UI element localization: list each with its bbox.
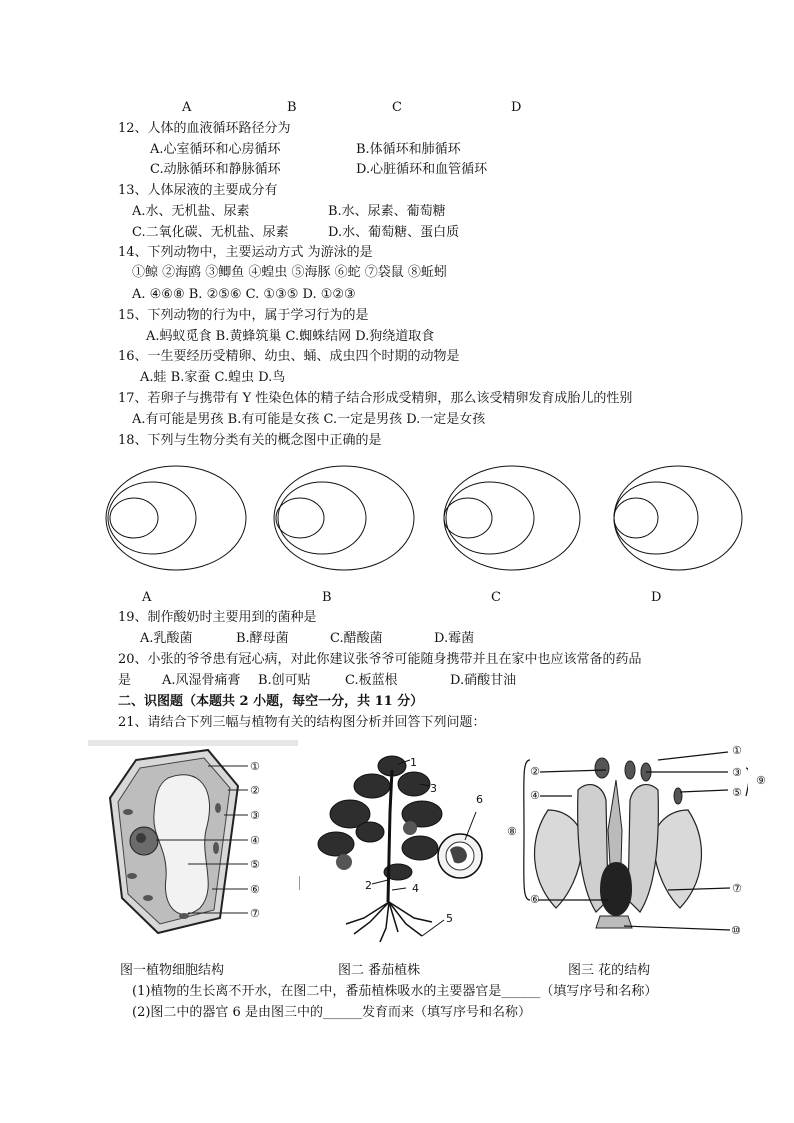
flower-structure-figure [508, 740, 748, 940]
top-label-b: B [287, 100, 297, 115]
q13-option-d: D.水、葡萄糖、蛋白质 [328, 225, 460, 240]
fig3-label-5: ⑤ [732, 786, 742, 799]
fig3-label-9: ⑨ [756, 774, 766, 787]
q17-stem: 17、若卵子与携带有 Y 性染色体的精子结合形成受精卵，那么该受精卵发育成胎儿的性别 [118, 391, 633, 406]
q20-option-d: D.硝酸甘油 [450, 673, 517, 688]
fig3-label-7: ⑦ [732, 882, 742, 895]
fig1-label-4: ④ [250, 834, 260, 847]
q19-stem: 19、制作酸奶时主要用到的菌种是 [118, 610, 317, 625]
q14-stem: 14、下列动物中，主要运动方式 为游泳的是 [118, 245, 373, 260]
fig2-label-6: 6 [476, 793, 483, 806]
q18-label-c: C [491, 590, 501, 605]
q13-option-c: C.二氧化碳、无机盐、尿素 [132, 225, 289, 240]
fig1-label-2: ② [250, 784, 260, 797]
fig1-caption: 图一植物细胞结构 [120, 963, 225, 978]
q16-options: A.蛙 B.家蚕 C.蝗虫 D.鸟 [140, 370, 286, 385]
fig1-label-3: ③ [250, 809, 260, 822]
q18-label-b: B [322, 590, 332, 605]
fig2-label-5: 5 [446, 912, 453, 925]
fig3-label-4: ④ [530, 789, 540, 802]
q18-label-a: A [142, 590, 152, 605]
q12-option-d: D.心脏循环和血管循环 [356, 162, 488, 177]
q17-options: A.有可能是男孩 B.有可能是女孩 C.一定是男孩 D.一定是女孩 [132, 412, 486, 427]
q20-option-c: C.板蓝根 [345, 673, 398, 688]
fig3-label-2: ② [530, 765, 540, 778]
fig1-label-5: ⑤ [250, 858, 260, 871]
q13-option-a: A.水、无机盐、尿素 [132, 204, 250, 219]
q14-options: A. ④⑥⑧ B. ②⑤⑥ C. ①③⑤ D. ①②③ [132, 287, 356, 302]
q21-sub2: (2)图二中的器官 6 是由图三中的______发育而来（填写序号和名称） [132, 1005, 531, 1020]
q20-option-a: A.风湿骨痛膏 [162, 673, 241, 688]
q20-lead: 是 [118, 673, 132, 688]
fig1-label-1: ① [250, 760, 260, 773]
q18-label-d: D [651, 590, 662, 605]
fig3-label-3: ③ [732, 766, 742, 779]
q12-stem: 12、人体的血液循环路径分为 [118, 121, 291, 136]
fig3-label-1: ① [732, 744, 742, 757]
fig2-caption: 图二 番茄植株 [338, 963, 421, 978]
top-label-d: D [511, 100, 522, 115]
q13-stem: 13、人体尿液的主要成分有 [118, 183, 278, 198]
q19-option-a: A.乳酸菌 [140, 631, 193, 646]
q19-option-b: B.酵母菌 [236, 631, 289, 646]
q12-option-a: A.心室循环和心房循环 [150, 142, 281, 157]
q13-option-b: B.水、尿素、葡萄糖 [328, 204, 446, 219]
top-label-c: C [392, 100, 402, 115]
fig3-label-8: ⑧ [507, 825, 517, 838]
plant-cell-figure [88, 738, 298, 943]
q21-stem: 21、请结合下列三幅与植物有关的结构图分析并回答下列问题： [118, 715, 486, 730]
q12-option-b: B.体循环和肺循环 [356, 142, 461, 157]
fig2-label-3: 3 [430, 782, 437, 795]
q20-stem: 20、小张的爷爷患有冠心病，对此你建议张爷爷可能随身携带并且在家中也应该常备的药品 [118, 652, 642, 667]
q16-stem: 16、一生要经历受精卵、幼虫、蛹、成虫四个时期的动物是 [118, 349, 460, 364]
divider [299, 876, 300, 890]
fig3-caption: 图三 花的结构 [568, 963, 651, 978]
concept-diagrams [100, 460, 760, 580]
q18-stem: 18、下列与生物分类有关的概念图中正确的是 [118, 433, 382, 448]
fig2-label-2: 2 [365, 879, 372, 892]
fig3-label-10: ⑩ [731, 924, 741, 937]
fig1-label-7: ⑦ [250, 907, 260, 920]
fig1-label-6: ⑥ [250, 883, 260, 896]
q20-option-b: B.创可贴 [258, 673, 311, 688]
q19-option-c: C.醋酸菌 [330, 631, 383, 646]
q14-animals: ①鲸 ②海鸥 ③鲫鱼 ④蝗虫 ⑤海豚 ⑥蛇 ⑦袋鼠 ⑧蚯蚓 [132, 265, 447, 280]
tomato-plant-figure [310, 752, 490, 944]
fig2-label-1: 1 [410, 756, 417, 769]
section-heading: 二、识图题（本题共 2 小题，每空一分，共 11 分） [118, 694, 424, 709]
q21-sub1: (1)植物的生长离不开水，在图二中，番茄植株吸水的主要器官是______（填写序号和名称） [132, 984, 658, 999]
q12-option-c: C.动脉循环和静脉循环 [150, 162, 281, 177]
fig3-label-6: ⑥ [530, 893, 540, 906]
q15-stem: 15、下列动物的行为中，属于学习行为的是 [118, 308, 369, 323]
top-label-a: A [182, 100, 192, 115]
q15-options: A.蚂蚁觅食 B.黄蜂筑巢 C.蜘蛛结网 D.狗绕道取食 [146, 329, 435, 344]
q19-option-d: D.霉菌 [434, 631, 475, 646]
fig2-label-4: 4 [412, 882, 419, 895]
